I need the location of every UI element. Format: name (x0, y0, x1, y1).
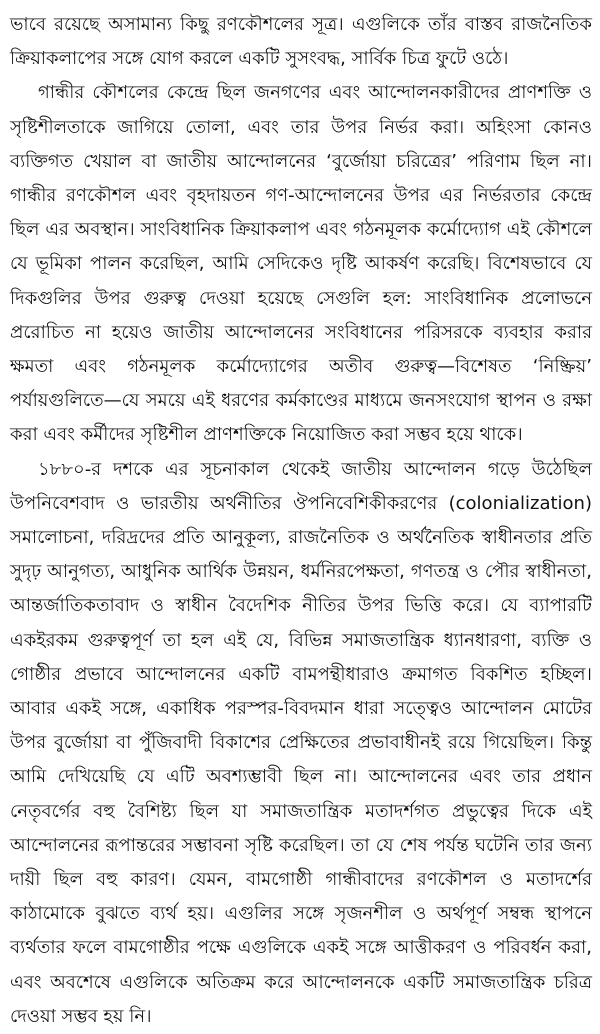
document-page (10, 8, 592, 1027)
paragraph: গান্ধীর কৌশলের কেন্দ্রে ছিল জনগণের এবং আন্দোলনকারীদের প্রাণশক্তি ও সৃষ্টিশীলতাকে জাগিয়ে তোলা, এবং তার উপর নির্ভর করা। অহিংসা কোনও ব্যক্তিগত খেয়াল বা জাতীয় আন্দোলনের ‘বুর্জোয়া চরিত্রের’ পরিণাম ছিল না। গান্ধীর রণকৌশল এবং বৃহদায়তন গণ-আন্দোলনের উপর এর নির্ভরতার কেন্দ্রে ছিল এর অবস্থান। সাংবিধানিক ক্রিয়াকলাপ এবং গঠনমূলক কর্মোদ্যোগ এই কৌশলে যে ভূমিকা পালন করেছিল, আমি সেদিকেও দৃষ্টি আকর্ষণ করেছি। বিশেষভাবে যে দিকগুলির উপর গুরুত্ব দেওয়া হয়েছে সেগুলি হল: সাংবিধানিক প্রলোভনে প্ররোচিত না হয়েও জাতীয় আন্দোলনের সংবিধানের পরিসরকে ব্যবহার করার ক্ষমতা এবং গঠনমূলক কর্মোদ্যোগের অতীব গুরুত্ব—বিশেষত ‘নিষ্ক্রিয়’ পর্যায়গুলিতে—যে সময়ে এই ধরণের কর্মকাণ্ডের মাধ্যমে জনসংযোগ স্থাপন ও রক্ষা করা এবং কর্মীদের সৃষ্টিশীল প্রাণশক্তিকে নিয়োজিত করা সম্ভব হয়ে থাকে। (10, 82, 592, 446)
paragraph: ভাবে রয়েছে অসামান্য কিছু রণকৌশলের সূত্র। এগুলিকে তাঁর বাস্তব রাজনৈতিক ক্রিয়াকলাপের সঙ্গে যোগ করলে একটি সুসংবদ্ধ, সার্বিক চিত্র ফুটে ওঠে। (10, 14, 592, 70)
paragraph: ১৮৮০-র দশকে এর সূচনাকাল থেকেই জাতীয় আন্দোলন গড়ে উঠেছিল উপনিবেশবাদ ও ভারতীয় অর্থনীতির ঔপনিবেশিকীকরণের (colonialization) সমালোচনা, দরিদ্রদের প্রতি আনুকূল্য, রাজনৈতিক ও অর্থনৈতিক স্বাধীনতার প্রতি সুদৃঢ় আনুগত্য, আধুনিক আর্থিক উন্নয়ন, ধর্মনিরপেক্ষতা, গণতন্ত্র ও পৌর স্বাধীনতা, আন্তর্জাতিকতাবাদ ও স্বাধীন বৈদেশিক নীতির উপর ভিত্তি করে। যে ব্যাপারটি একইরকম গুরুত্বপূর্ণ তা হল এই যে, বিভিন্ন সমাজতান্ত্রিক ধ্যানধারণা, ব্যক্তি ও গোষ্ঠীর প্রভাবে আন্দোলনের একটি বামপন্থীধারাও ক্রমাগত বিকশিত হচ্ছিল। আবার একই সঙ্গে, একাধিক পরস্পর-বিবদমান ধারা সত্ত্বেও আন্দোলন মোটের উপর বুর্জোয়া বা পুঁজিবাদী বিকাশের প্রেক্ষিতের প্রভাবাধীনই রয়ে গিয়েছিল। কিন্তু আমি দেখিয়েছি যে এটি অবশ্যম্ভাবী ছিল না। আন্দোলনের এবং তার প্রধান নেতৃবর্গের বহু বৈশিষ্ট্য ছিল যা সমাজতান্ত্রিক মতাদর্শগত প্রভুত্বের দিকে এই আন্দোলনের রূপান্তরের সম্ভাবনা সৃষ্টি করেছিল। তা যে শেষ পর্যন্ত ঘটেনি তার জন্য দায়ী ছিল বহু কারণ। যেমন, বামগোষ্ঠী গান্ধীবাদের রণকৌশল ও মতাদর্শের কাঠামোকে বুঝতে ব্যর্থ হয়। এগুলির সঙ্গে সৃজনশীল ও অর্থপূর্ণ সম্বন্ধ স্থাপনে ব্যর্থতার ফলে বামগোষ্ঠীর পক্ষে এগুলিকে একই সঙ্গে আত্তীকরণ ও পরিবর্ধন করা, এবং অবশেষে এগুলিকে অতিক্রম করে আন্দোলনকে একটি সমাজতান্ত্রিক চরিত্র দেওয়া সম্ভব হয় নি। (10, 458, 592, 1027)
